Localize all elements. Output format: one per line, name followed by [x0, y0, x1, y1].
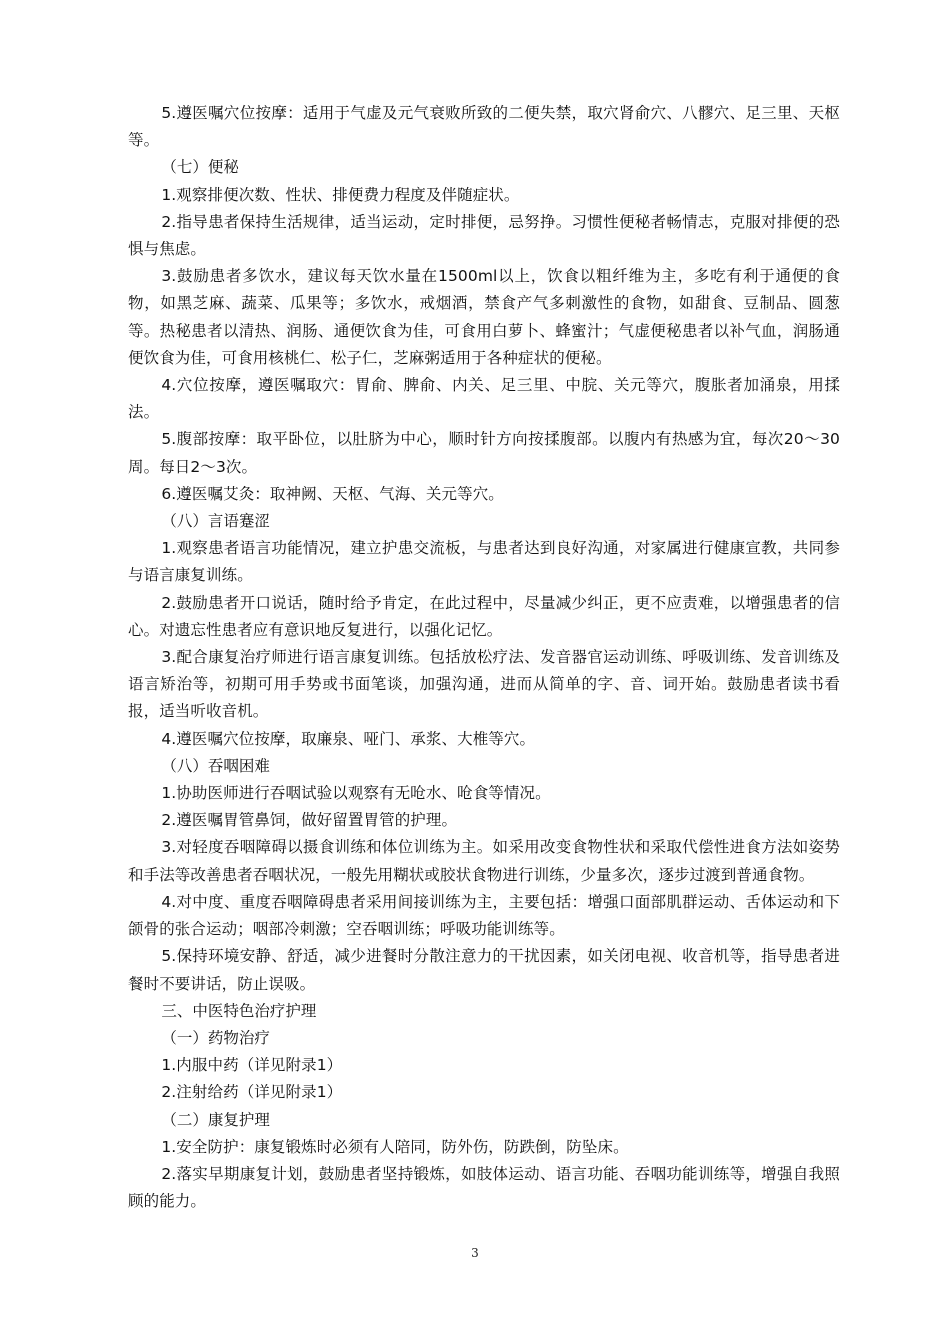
section-heading: （七）便秘 [161, 158, 239, 177]
paragraph: 4.穴位按摩，遵医嘱取穴：胃俞、脾俞、内关、足三里、中脘、关元等穴，腹胀者加涌泉，用揉法。 [128, 376, 840, 422]
paragraph: 1.观察排便次数、性状、排便费力程度及伴随症状。 [161, 185, 520, 204]
paragraph: 1.协助医师进行吞咽试验以观察有无呛水、呛食等情况。 [161, 784, 551, 803]
paragraph: 2.遵医嘱胃管鼻饲，做好留置胃管的护理。 [161, 811, 458, 830]
document-body [128, 100, 840, 1215]
paragraph: 5.遵医嘱穴位按摩：适用于气虚及元气衰败所致的二便失禁，取穴肾俞穴、八髎穴、足三里、天枢等。 [128, 104, 840, 150]
paragraph: 6.遵医嘱艾灸：取神阙、天枢、气海、关元等穴。 [161, 484, 504, 503]
paragraph: 4.遵医嘱穴位按摩，取廉泉、哑门、承浆、大椎等穴。 [161, 729, 536, 748]
section-heading: 三、中医特色治疗护理 [161, 1001, 317, 1020]
section-heading: （一）药物治疗 [161, 1028, 270, 1047]
paragraph: 2.鼓励患者开口说话，随时给予肯定，在此过程中，尽量减少纠正，更不应责难，以增强患者的信心。对遗忘性患者应有意识地反复进行，以强化记忆。 [128, 593, 840, 639]
section-heading: （八）言语蹇涩 [161, 512, 270, 531]
paragraph: 5.腹部按摩：取平卧位，以肚脐为中心，顺时针方向按揉腹部。以腹内有热感为宜，每次20～30周。每日2～3次。 [128, 430, 840, 476]
section-heading: （二）康复护理 [161, 1110, 270, 1129]
page-number: 3 [471, 1246, 479, 1260]
paragraph: 2.指导患者保持生活规律，适当运动，定时排便，忌努挣。习惯性便秘者畅情志，克服对排便的恐惧与焦虑。 [128, 212, 840, 259]
paragraph: 4.对中度、重度吞咽障碍患者采用间接训练为主，主要包括：增强口面部肌群运动、舌体运动和下颌骨的张合运动；咽部冷刺激；空吞咽训练；呼吸功能训练等。 [128, 892, 840, 939]
paragraph: 2.注射给药（详见附录1） [161, 1083, 343, 1102]
paragraph: 3.配合康复治疗师进行语言康复训练。包括放松疗法、发音器官运动训练、呼吸训练、发音训练及语言矫治等，初期可用手势或书面笔谈，加强沟通，进而从简单的字、音、词开始。鼓励患者读书看报，适当听收音机。 [128, 648, 840, 721]
paragraph: 3.对轻度吞咽障碍以摄食训练和体位训练为主。如采用改变食物性状和采取代偿性进食方法如姿势和手法等改善患者吞咽状况，一般先用糊状或胶状食物进行训练，少量多次，逐步过渡到普通食物。 [128, 838, 840, 884]
paragraph: 1.观察患者语言功能情况，建立护患交流板，与患者达到良好沟通，对家属进行健康宣教，共同参与语言康复训练。 [128, 539, 840, 585]
paragraph: 5.保持环境安静、舒适，减少进餐时分散注意力的干扰因素，如关闭电视、收音机等，指导患者进餐时不要讲话，防止误吸。 [128, 947, 840, 993]
paragraph: 1.内服中药（详见附录1） [161, 1056, 343, 1075]
section-heading: （八）吞咽困难 [161, 756, 270, 775]
paragraph: 1.安全防护：康复锻炼时必须有人陪同，防外伤，防跌倒，防坠床。 [161, 1137, 629, 1156]
paragraph: 3.鼓励患者多饮水，建议每天饮水量在1500ml以上，饮食以粗纤维为主，多吃有利于通便的食物，如黑芝麻、蔬菜、瓜果等；多饮水，戒烟酒，禁食产气多刺激性的食物，如甜食、豆制品、圆葱等。热秘患者以清热、润肠、通便饮食为佳，可食用白萝卜、蜂蜜汁；气虚便秘患者以补气血，润肠通便饮食为佳，可食用核桃仁、松子仁，芝麻粥适用于各种症状的便秘。 [128, 267, 840, 367]
paragraph: 2.落实早期康复计划，鼓励患者坚持锻炼，如肢体运动、语言功能、吞咽功能训练等，增强自我照顾的能力。 [128, 1164, 840, 1211]
